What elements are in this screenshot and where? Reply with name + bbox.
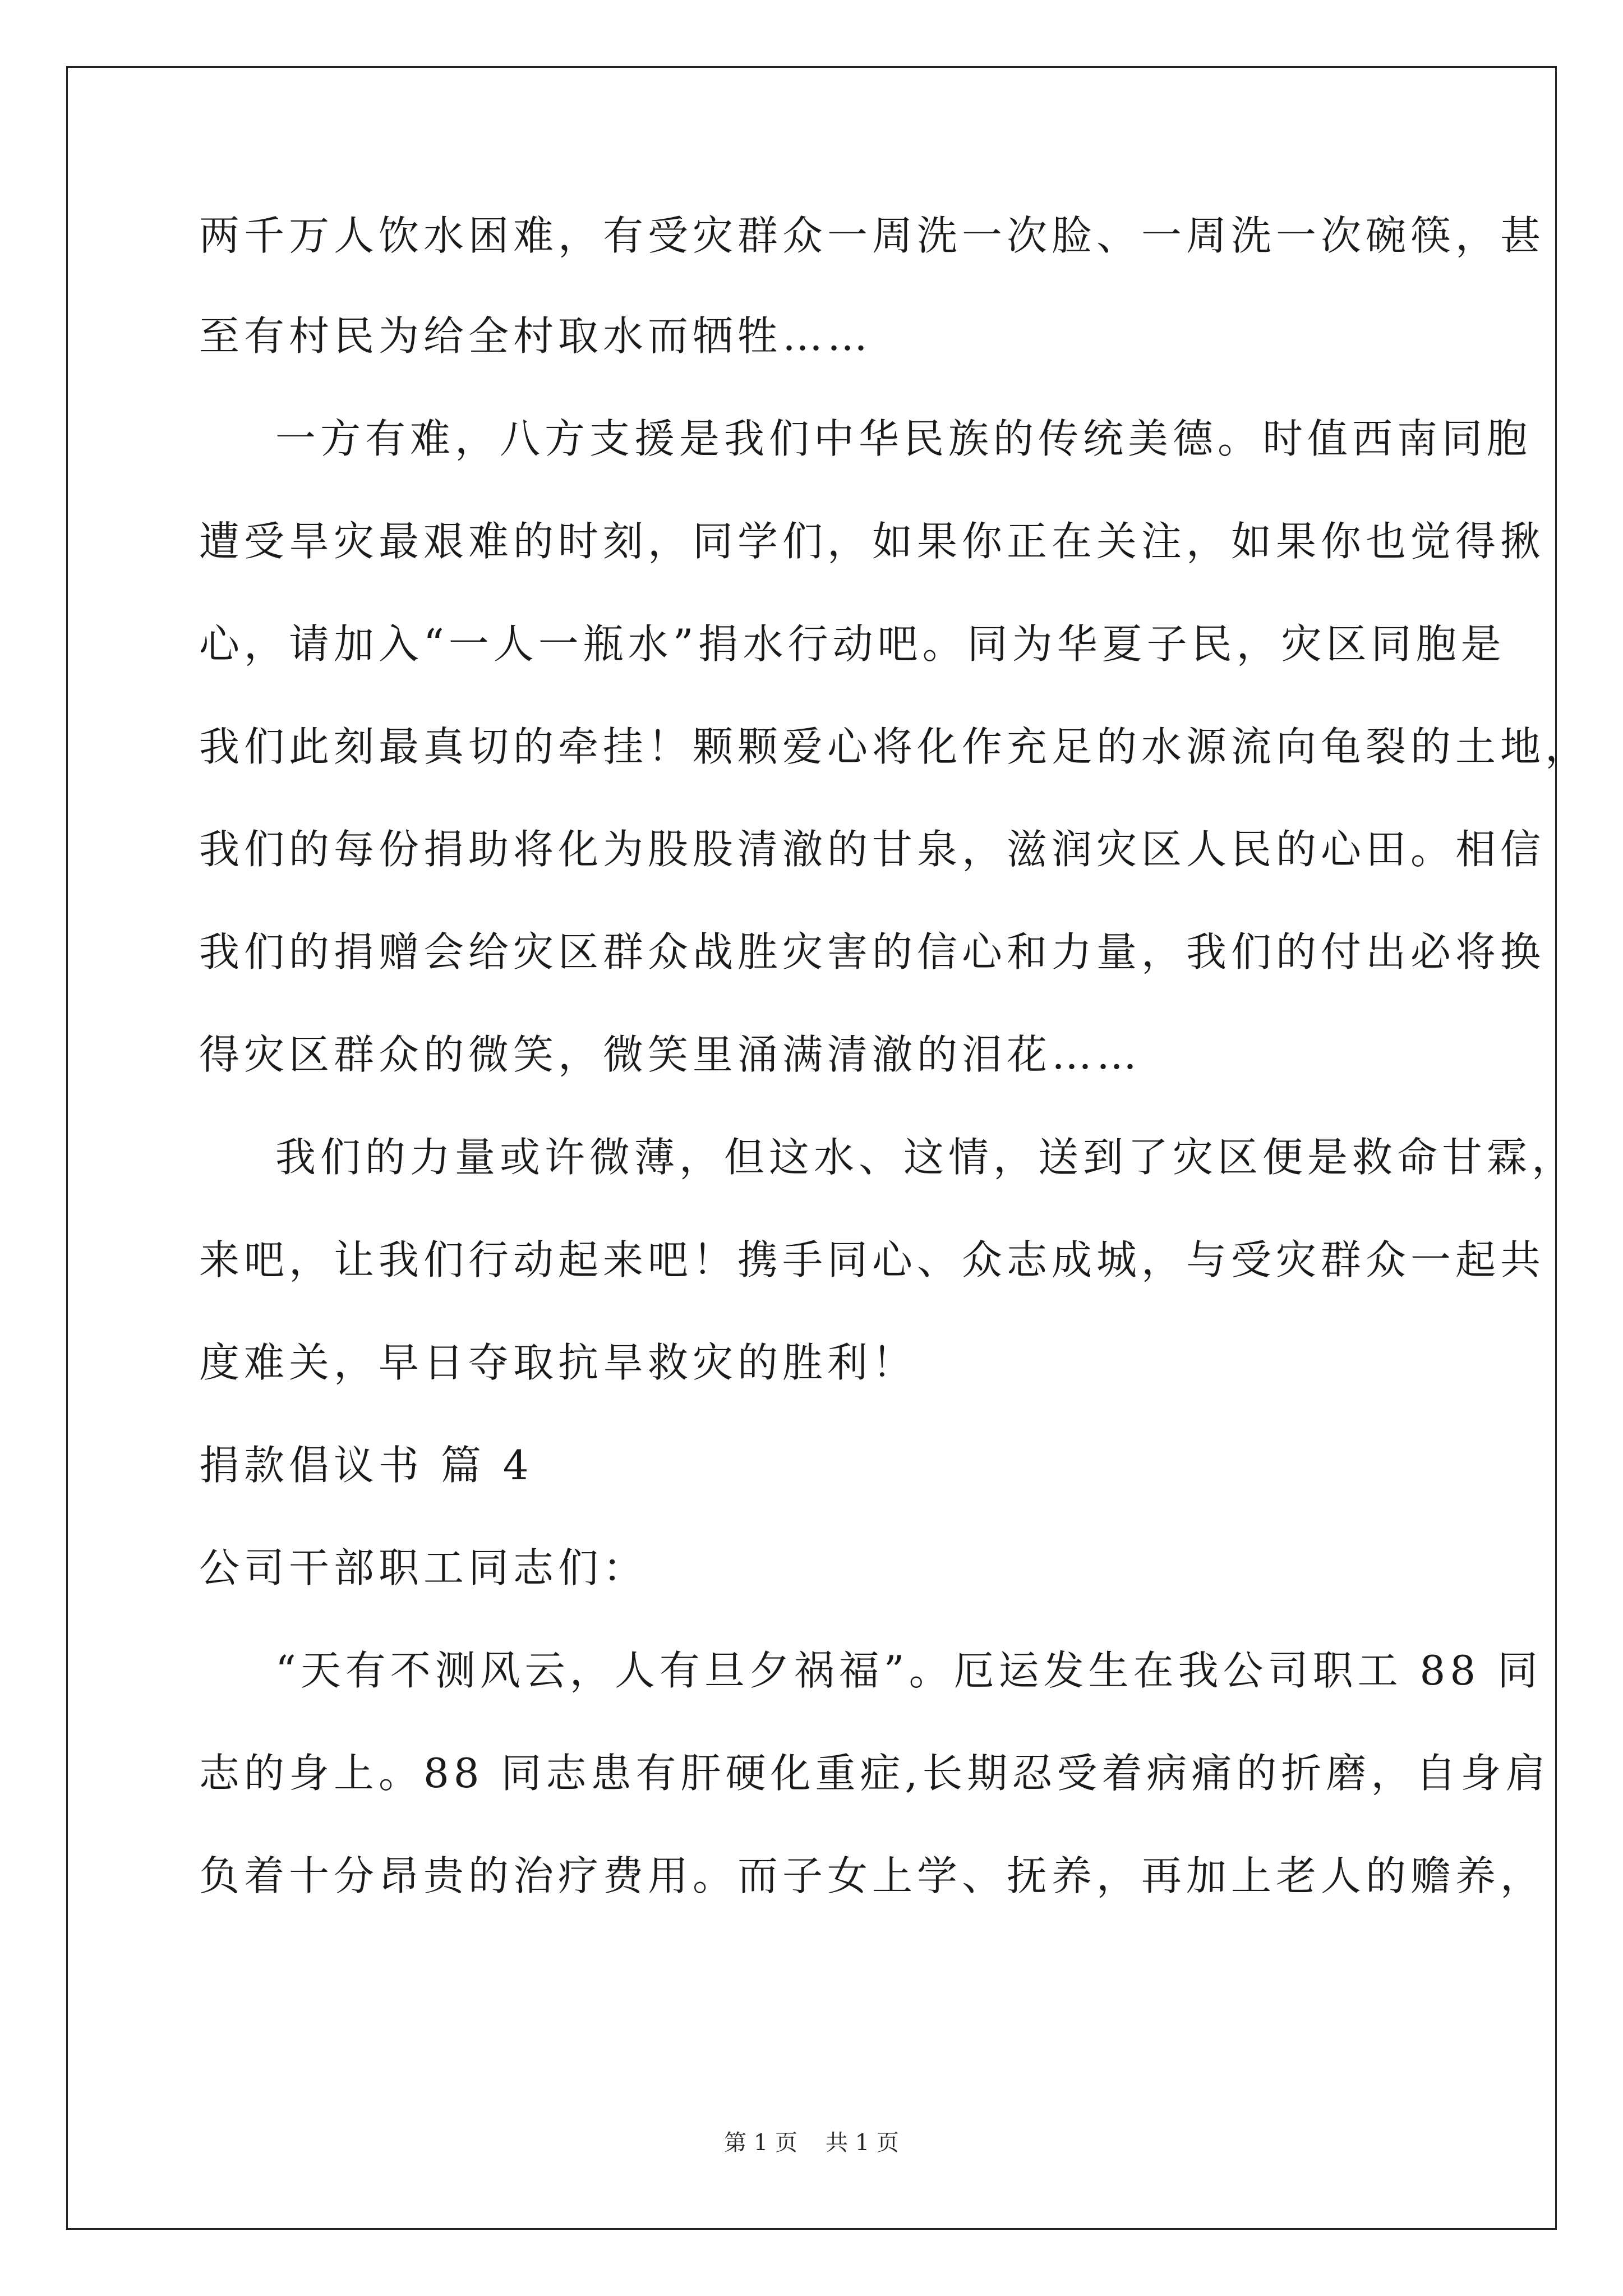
- paragraph-start-line: 我们的力量或许微薄，但这水、这情，送到了灾区便是救命甘霖，: [275, 1134, 1577, 1181]
- text-line: 度难关，早日夺取抗旱救灾的胜利！: [199, 1339, 917, 1386]
- paragraph-start-line: 一方有难，八方支援是我们中华民族的传统美德。时值西南同胞: [275, 415, 1532, 462]
- page-footer: [0, 2129, 1623, 2157]
- page-total: 共 1 页: [826, 2130, 899, 2156]
- text-line: 心，请加入“一人一瓶水”捐水行动吧。同为华夏子民，灾区同胞是: [199, 620, 1506, 668]
- text-line: 志的身上。88 同志患有肝硬化重症,长期忍受着病痛的折磨，自身肩: [199, 1750, 1551, 1797]
- text-line: 负着十分昂贵的治疗费用。而子女上学、抚养，再加上老人的赡养，: [199, 1852, 1546, 1899]
- page-number: 第 1 页: [724, 2130, 797, 2156]
- section-heading: 捐款倡议书 篇 4: [199, 1442, 533, 1489]
- text-line: 来吧，让我们行动起来吧！携手同心、众志成城，与受灾群众一起共: [199, 1236, 1546, 1283]
- text-line: 两千万人饮水困难，有受灾群众一周洗一次脸、一周洗一次碗筷，甚: [199, 212, 1546, 259]
- text-line: 得灾区群众的微笑，微笑里涌满清澈的泪花……: [199, 1031, 1142, 1078]
- salutation: 公司干部职工同志们：: [199, 1544, 648, 1591]
- text-line: 我们的每份捐助将化为股股清澈的甘泉，滋润灾区人民的心田。相信: [199, 826, 1546, 873]
- text-line: 遭受旱灾最艰难的时刻，同学们，如果你正在关注，如果你也觉得揪: [199, 518, 1546, 565]
- text-line: 至有村民为给全村取水而牺牲……: [199, 312, 873, 360]
- paragraph-start-line: “天有不测风云，人有旦夕祸福”。厄运发生在我公司职工 88 同: [275, 1647, 1543, 1694]
- text-line: 我们此刻最真切的牵挂！颗颗爱心将化作充足的水源流向龟裂的土地，: [199, 723, 1590, 770]
- text-line: 我们的捐赠会给灾区群众战胜灾害的信心和力量，我们的付出必将换: [199, 928, 1546, 976]
